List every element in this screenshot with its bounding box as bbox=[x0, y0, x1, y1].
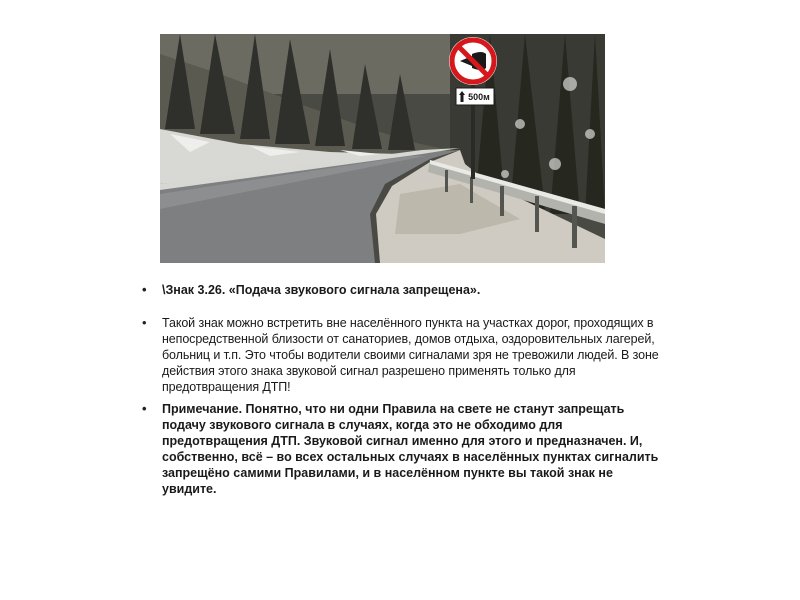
distance-plate-text: 500м bbox=[468, 92, 490, 102]
winter-road-scene bbox=[160, 34, 605, 263]
note-bullet: • Примечание. Понятно, что ни одни Правила на свете не станут запрещать подачу звукового сигнала в случаях, когда это не обходимо для предотвращения ДТП. Звуковой сигнал именно для этого и предназначен. И, собственно, всё – во всех остальных случаях в населённых пунктах сигналить запрещёно самими Правилами, и в населённом пункте вы такой знак не увидите. bbox=[140, 401, 660, 497]
description-bullet: • Такой знак можно встретить вне населённого пункта на участках дорог, проходящих в непосредственной близости от санаториев, домов отдыха, оздоровительных лагерей, больниц и т.п. Это чтобы водители своими сигналами зря не тревожили людей. В зоне действия этого знака звуковой сигнал разрешено применять только для предотвращения ДТП! bbox=[140, 315, 660, 395]
distance-plate bbox=[456, 88, 494, 105]
bullet-list bbox=[140, 282, 660, 497]
sign-title-bullet: • \Знак 3.26. «Подача звукового сигнала запрещена». bbox=[140, 282, 660, 298]
no-horn-sign-icon bbox=[449, 37, 497, 85]
road-sign-photo bbox=[160, 34, 605, 263]
